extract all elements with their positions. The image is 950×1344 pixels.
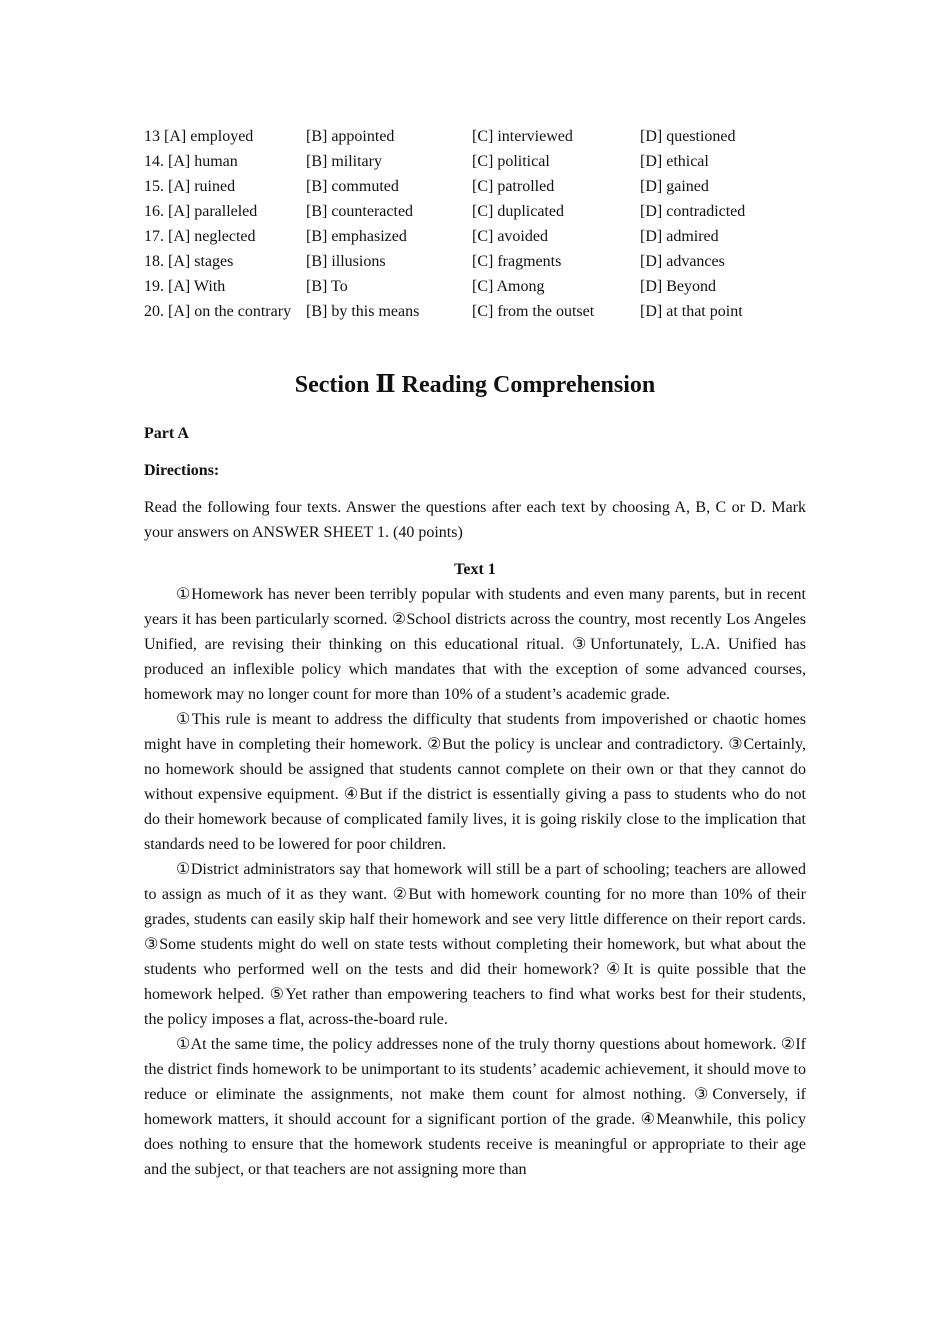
option-row: [144, 174, 806, 199]
option-d: [D] admired: [640, 228, 719, 245]
option-b: [B] illusions: [306, 253, 386, 270]
option-row: [144, 124, 806, 149]
option-row: [144, 249, 806, 274]
option-c: [C] from the outset: [472, 303, 595, 320]
option-a: 19. [A] With: [144, 278, 226, 295]
option-a: 15. [A] ruined: [144, 178, 236, 195]
option-c: [C] political: [472, 153, 550, 170]
paragraph: ①This rule is meant to address the difficulty that students from impoverished or chaotic homes might have in completing their homework. ②But the policy is unclear and contradictory. ③Certainly, no homework should be assigned that students cannot complete on their own or that they cannot do without expensive equipment. ④But if the district is essentially giving a pass to students who do not do their homework because of complicated family lives, it is going riskily close to the implication that standards need to be lowered for poor children.: [144, 711, 806, 853]
option-c: [C] duplicated: [472, 203, 564, 220]
option-row: [144, 274, 806, 299]
option-b: [B] counteracted: [306, 203, 414, 220]
option-b: [B] emphasized: [306, 228, 407, 245]
option-row: [144, 224, 806, 249]
text-title: Text 1: [454, 561, 496, 578]
paragraph: ①At the same time, the policy addresses none of the truly thorny questions about homework. ②If the district finds homework to be unimportant to its students’ academic achievement, it should move to reduce or eliminate the assignments, not make them count for almost nothing. ③Conversely, if homework matters, it should account for a significant portion of the grade. ④Meanwhile, this policy does nothing to ensure that the homework students receive is meaningful or appropriate to their age and the subject, or that teachers are not assigning more than: [144, 1036, 806, 1178]
option-c: [C] patrolled: [472, 178, 555, 195]
option-a: 17. [A] neglected: [144, 228, 256, 245]
answer-options-table: [144, 124, 806, 324]
option-a: 20. [A] on the contrary: [144, 303, 292, 320]
option-row: [144, 149, 806, 174]
option-b: [B] military: [306, 153, 382, 170]
directions-label: Directions:: [144, 462, 220, 479]
option-c: [C] avoided: [472, 228, 548, 245]
option-b: [B] To: [306, 278, 348, 295]
option-d: [D] gained: [640, 178, 709, 195]
section-title: Section Ⅱ Reading Comprehension: [294, 372, 656, 398]
option-d: [D] at that point: [640, 303, 743, 320]
option-c: [C] interviewed: [472, 128, 573, 145]
option-row: [144, 299, 806, 324]
option-c: [C] fragments: [472, 253, 562, 270]
option-d: [D] ethical: [640, 153, 709, 170]
paragraph: ①Homework has never been terribly popular with students and even many parents, but in recent years it has been particularly scorned. ②School districts across the country, most recently Los Angeles Unified, are revising their thinking on this educational ritual. ③Unfortunately, L.A. Unified has produced an inflexible policy which mandates that with the exception of some advanced courses, homework may no longer count for more than 10% of a student’s academic grade.: [144, 586, 806, 703]
option-d: [D] contradicted: [640, 203, 746, 220]
part-heading: Part A: [144, 425, 189, 442]
option-d: [D] advances: [640, 253, 725, 270]
paragraph: ①District administrators say that homework will still be a part of schooling; teachers are allowed to assign as much of it as they want. ②But with homework counting for no more than 10% of their grades, students can easily skip half their homework and see very little difference on their report cards. ③Some students might do well on state tests without completing their homework, but what about the students who performed well on the tests and did their homework? ④It is quite possible that the homework helped. ⑤Yet rather than empowering teachers to find what works best for their students, the policy imposes a flat, across-the-board rule.: [144, 861, 806, 1028]
option-d: [D] questioned: [640, 128, 736, 145]
option-b: [B] appointed: [306, 128, 395, 145]
option-row: [144, 199, 806, 224]
option-b: [B] commuted: [306, 178, 399, 195]
option-a: 18. [A] stages: [144, 253, 234, 270]
option-d: [D] Beyond: [640, 278, 716, 295]
option-b: [B] by this means: [306, 303, 420, 320]
option-a: 16. [A] paralleled: [144, 203, 258, 220]
option-c: [C] Among: [472, 278, 545, 295]
exam-page: [144, 124, 806, 1182]
option-a: 13 [A] employed: [144, 128, 254, 145]
directions-text: Read the following four texts. Answer the questions after each text by choosing A, B, C or D. Mark your answers on ANSWER SHEET 1. (40 points): [144, 499, 806, 541]
option-a: 14. [A] human: [144, 153, 238, 170]
